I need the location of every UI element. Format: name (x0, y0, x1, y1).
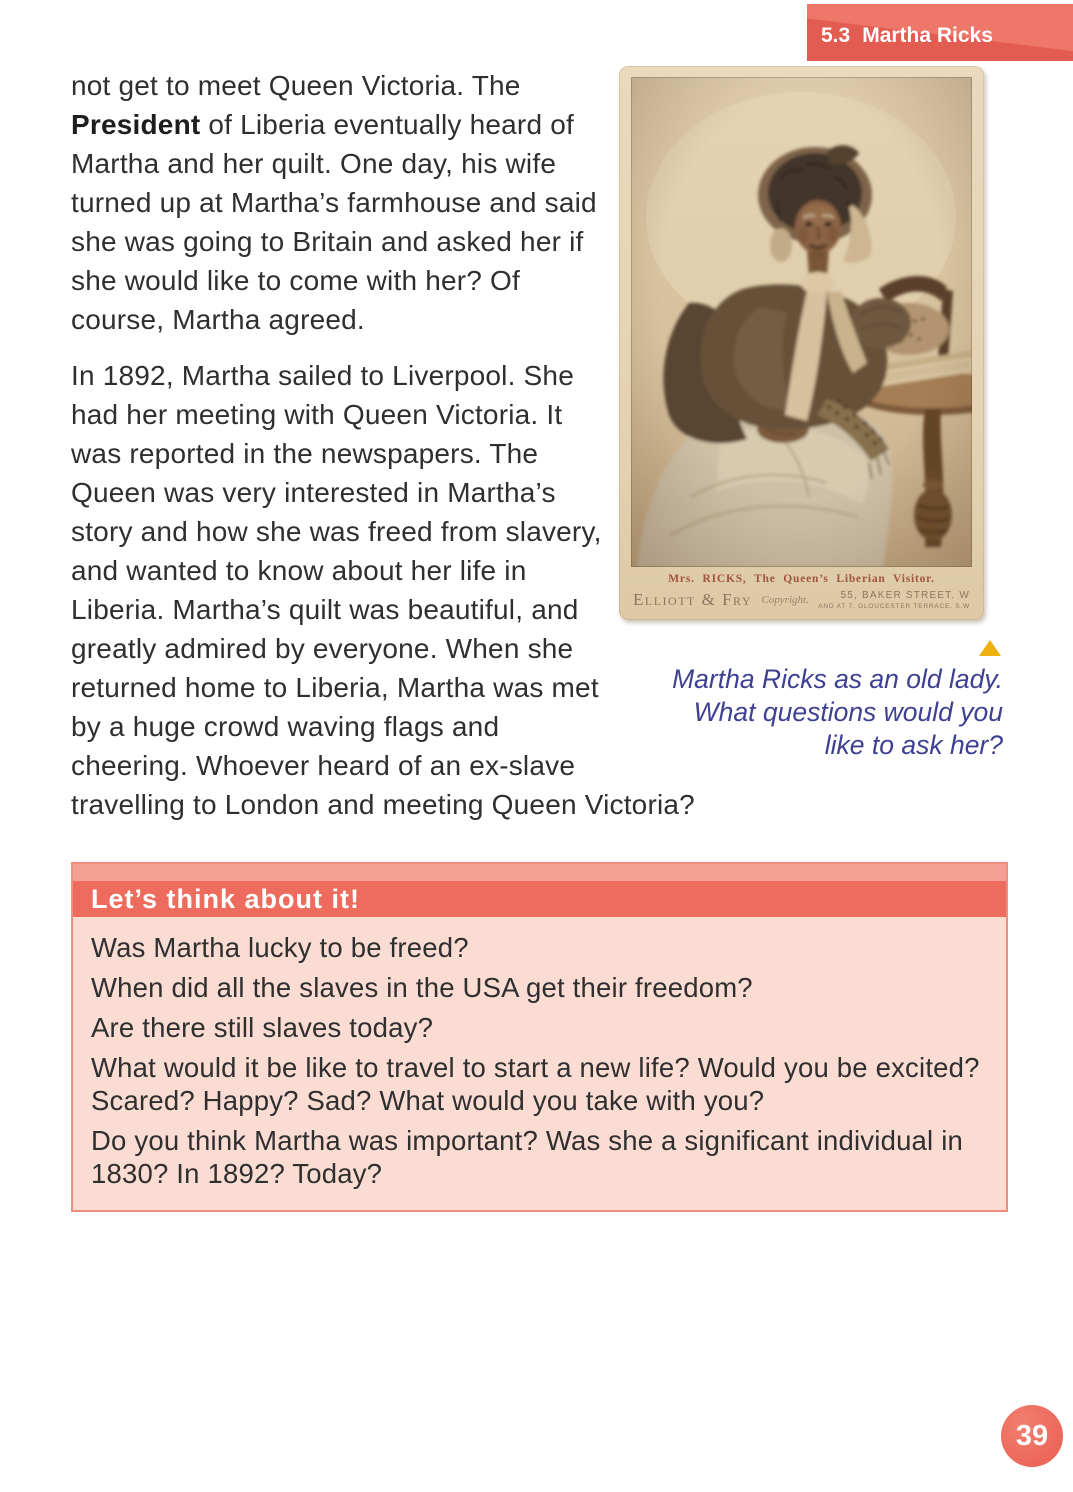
page-number: 39 (1015, 1419, 1049, 1452)
copyright-label: Copyright. (761, 594, 809, 606)
question-list (73, 917, 1006, 1210)
caption-triangle-icon (979, 640, 1001, 656)
bold-term-president: President (71, 109, 201, 140)
question-item: What would it be like to travel to start a new life? Would you be excited? Scared? Happy? Sad? What would you take with you? (91, 1052, 980, 1116)
question-item: When did all the slaves in the USA get their freedom? (91, 972, 753, 1003)
photo-imprint (631, 567, 972, 612)
studio-address-line2: AND AT 7, GLOUCESTER TERRACE. S.W (818, 603, 970, 610)
studio-address-line1: 55, BAKER STREET. W (840, 590, 970, 601)
caption-line: like to ask her? (824, 730, 1003, 760)
photo-imprint-title: Mrs. RICKS, The Queen’s Liberian Visitor. (668, 573, 935, 585)
question-item: Are there still slaves today? (91, 1012, 434, 1043)
photo-card (619, 66, 984, 620)
studio-name: Elliott & Fry (633, 590, 753, 609)
page-number-badge (1001, 1405, 1063, 1467)
article-paragraph-2: In 1892, Martha sailed to Liverpool. She had her meeting with Queen Victoria. It was reported in the newspapers. The Queen was very interested in Martha’s story and how she was freed from slavery, and wanted to know about her life in Liberia. Martha’s quilt was beautiful, and greatly admired by everyone. When she returned home to Liberia, Martha was met by a huge crowd waving flags and cheering. Whoever heard of an ex-slave travelling to London and meeting Queen Victoria? (71, 360, 695, 820)
photo-caption (619, 663, 1003, 762)
page-content (71, 66, 1008, 1212)
think-box-header (73, 881, 1006, 917)
question-item: Do you think Martha was important? Was she a significant individual in 1830? In 1892? Today? (91, 1125, 964, 1189)
think-box-title: Let’s think about it! (91, 883, 360, 914)
caption-line: What questions would you (693, 697, 1003, 727)
studio-address (818, 590, 970, 610)
caption-line: Martha Ricks as an old lady. (672, 664, 1003, 694)
section-title: Martha Ricks (862, 23, 993, 47)
think-box-header-strip (73, 864, 1006, 917)
photo-caption-block (619, 640, 1008, 762)
think-box (71, 862, 1008, 1212)
martha-ricks-photo (631, 77, 972, 567)
photo-figure (619, 66, 1008, 762)
section-header-tab (807, 4, 1073, 61)
paragraph-text: not get to meet Queen Victoria. The (71, 70, 521, 101)
question-item: Was Martha lucky to be freed? (91, 932, 469, 963)
paragraph-text: of Liberia eventually heard of Martha and her quilt. One day, his wife turned up at Martha’s farmhouse and said she was going to Britain and asked her if she would like to come with her? Of course, Martha agreed. (71, 109, 597, 335)
section-number: 5.3 (821, 23, 851, 47)
